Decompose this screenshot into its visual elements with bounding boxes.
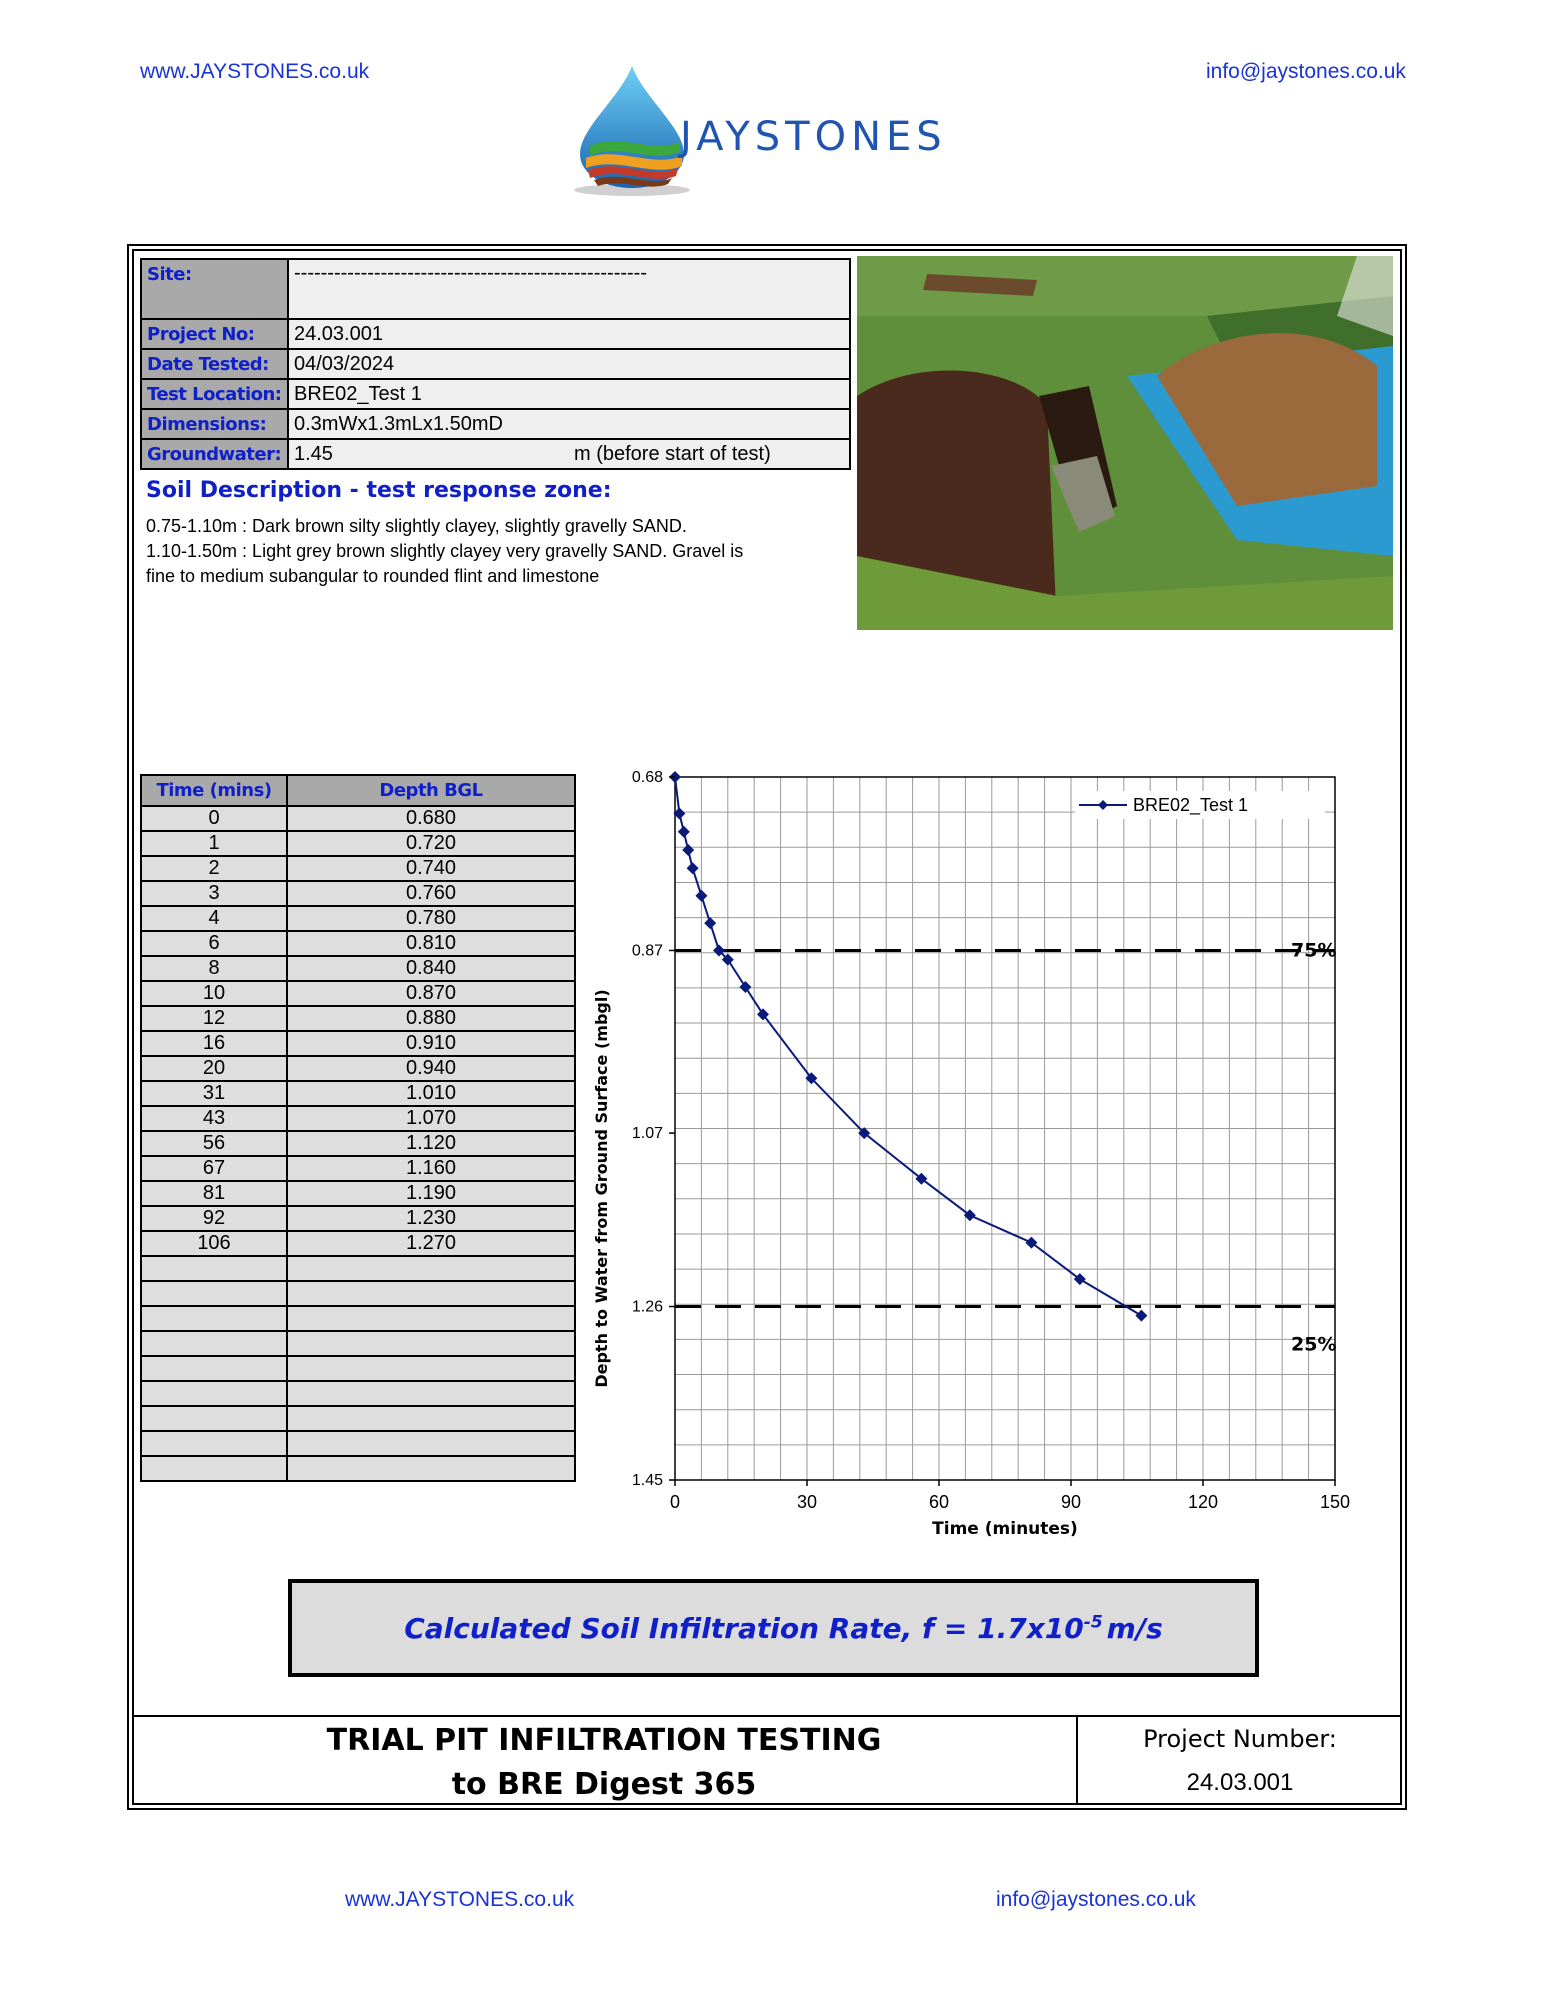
table-row: [141, 1406, 575, 1431]
chart-reference-label: 75%: [1291, 939, 1337, 962]
time-cell: [141, 1431, 287, 1456]
table-row: [141, 1006, 575, 1031]
table-row: [141, 1106, 575, 1131]
trial-pit-photo: [857, 256, 1393, 630]
table-row: [141, 981, 575, 1006]
time-cell: [141, 1456, 287, 1481]
dimensions-label: Dimensions:: [141, 409, 288, 439]
time-cell: 31: [141, 1081, 287, 1106]
chart-data-point: [695, 890, 707, 902]
time-cell: [141, 1356, 287, 1381]
chart-y-tick-label: 0.68: [631, 769, 663, 786]
depth-cell: 1.270: [287, 1231, 575, 1256]
chart-ticks: [632, 769, 1350, 1512]
chart-data-point: [682, 844, 694, 856]
groundwater-label: Groundwater:: [141, 439, 288, 469]
table-row: [141, 1431, 575, 1456]
date-tested-label: Date Tested:: [141, 349, 288, 379]
table-row: [141, 1156, 575, 1181]
site-label: Site:: [141, 259, 288, 319]
chart-legend: [1075, 791, 1325, 819]
depth-cell: 0.880: [287, 1006, 575, 1031]
time-cell: 56: [141, 1131, 287, 1156]
report-title-line-2: to BRE Digest 365: [451, 1767, 757, 1802]
chart-reference-lines: [675, 939, 1336, 1355]
chart-data-point: [1135, 1310, 1147, 1322]
time-cell: 43: [141, 1106, 287, 1131]
depth-cell: 1.160: [287, 1156, 575, 1181]
water-drop-logo-icon: [560, 62, 700, 202]
table-row: [141, 1056, 575, 1081]
depth-cell: 0.740: [287, 856, 575, 881]
chart-y-tick-label: 1.45: [631, 1472, 663, 1489]
project-no-value: 24.03.001: [288, 319, 850, 349]
depth-time-table: [140, 774, 576, 1482]
chart-data-point: [678, 826, 690, 838]
time-cell: 0: [141, 806, 287, 831]
logo-wordmark: JAYSTONES: [680, 114, 947, 160]
rate-exponent: -5: [1083, 1612, 1103, 1633]
depth-cell: 1.010: [287, 1081, 575, 1106]
depth-cell: 1.190: [287, 1181, 575, 1206]
table-row: [141, 1456, 575, 1481]
soil-description-title: Soil Description - test response zone:: [146, 478, 612, 503]
footer-website-link[interactable]: www.JAYSTONES.co.uk: [345, 1888, 575, 1911]
depth-cell: 1.230: [287, 1206, 575, 1231]
time-cell: 1: [141, 831, 287, 856]
soil-line-2: 1.10-1.50m : Light grey brown slightly clayey very gravelly SAND. Gravel is: [146, 541, 744, 561]
time-cell: 8: [141, 956, 287, 981]
time-cell: 4: [141, 906, 287, 931]
project-number-block: [1078, 1715, 1402, 1805]
time-cell: 92: [141, 1206, 287, 1231]
rate-prefix: Calculated Soil Infiltration Rate, f = 1.7x10: [404, 1611, 1084, 1645]
chart-legend-label: BRE02_Test 1: [1133, 795, 1249, 815]
time-cell: 3: [141, 881, 287, 906]
footer-email-link[interactable]: info@jaystones.co.uk: [996, 1888, 1196, 1911]
infiltration-rate-box: [288, 1579, 1259, 1677]
time-cell: [141, 1381, 287, 1406]
depth-cell: [287, 1406, 575, 1431]
table-row: [141, 1081, 575, 1106]
depth-cell: 0.910: [287, 1031, 575, 1056]
report-title-line-1: TRIAL PIT INFILTRATION TESTING: [326, 1723, 882, 1758]
time-column-header: Time (mins): [141, 775, 287, 806]
chart-y-tick-label: 1.07: [631, 1125, 663, 1143]
time-cell: [141, 1256, 287, 1281]
depth-cell: 1.120: [287, 1131, 575, 1156]
depth-cell: [287, 1356, 575, 1381]
depth-cell: 0.840: [287, 956, 575, 981]
table-row: [141, 1281, 575, 1306]
test-info-table: [140, 258, 851, 470]
table-row: [141, 1381, 575, 1406]
time-cell: 106: [141, 1231, 287, 1256]
depth-column-header: Depth BGL: [287, 775, 575, 806]
company-logo: [560, 62, 1000, 202]
chart-x-axis-label: Time (minutes): [932, 1519, 1078, 1539]
table-row: [141, 1306, 575, 1331]
table-row: [141, 1256, 575, 1281]
depth-cell: 0.780: [287, 906, 575, 931]
table-row: [141, 806, 575, 831]
table-row: [141, 1356, 575, 1381]
soil-line-3: fine to medium subangular to rounded flint and limestone: [146, 566, 600, 586]
infiltration-rate-text: [404, 1612, 1163, 1645]
time-cell: [141, 1406, 287, 1431]
chart-series: [669, 771, 1147, 1322]
chart-y-axis-label: Depth to Water from Ground Surface (mbgl): [592, 989, 611, 1388]
infiltration-chart: [585, 765, 1375, 1555]
chart-x-tick-label: 150: [1319, 1492, 1351, 1512]
time-cell: 16: [141, 1031, 287, 1056]
table-row: [141, 1206, 575, 1231]
chart-y-tick-label: 1.26: [631, 1298, 663, 1316]
site-value: -----------------------------------------------------: [288, 259, 850, 319]
chart-x-tick-label: 90: [1060, 1492, 1082, 1512]
table-row: [141, 931, 575, 956]
header-email-link[interactable]: info@jaystones.co.uk: [1206, 60, 1406, 83]
depth-cell: [287, 1456, 575, 1481]
depth-cell: 0.680: [287, 806, 575, 831]
table-row: [141, 1231, 575, 1256]
chart-grid: [675, 777, 1335, 1480]
time-cell: 12: [141, 1006, 287, 1031]
time-cell: [141, 1306, 287, 1331]
header-website-link[interactable]: www.JAYSTONES.co.uk: [140, 60, 370, 83]
chart-data-point: [704, 917, 716, 929]
table-row: [141, 1181, 575, 1206]
report-title-block: [132, 1715, 1078, 1805]
table-row: [141, 956, 575, 981]
groundwater-value: 1.45: [294, 442, 333, 465]
table-row: [141, 831, 575, 856]
depth-cell: 1.070: [287, 1106, 575, 1131]
time-cell: 10: [141, 981, 287, 1006]
trial-pit-photo-illustration: [857, 256, 1393, 630]
project-number-label: Project Number:: [1143, 1725, 1337, 1753]
project-no-label: Project No:: [141, 319, 288, 349]
time-cell: 2: [141, 856, 287, 881]
depth-cell: [287, 1331, 575, 1356]
chart-data-point: [739, 981, 751, 993]
dimensions-value: 0.3mWx1.3mLx1.50mD: [288, 409, 850, 439]
time-cell: 67: [141, 1156, 287, 1181]
chart-y-tick-label: 0.87: [631, 942, 663, 960]
depth-cell: 0.810: [287, 931, 575, 956]
table-row: [141, 1031, 575, 1056]
project-number-value: 24.03.001: [1186, 1769, 1294, 1796]
time-cell: [141, 1281, 287, 1306]
chart-reference-label: 25%: [1291, 1333, 1337, 1356]
depth-cell: 0.720: [287, 831, 575, 856]
table-row: [141, 856, 575, 881]
groundwater-note: m (before start of test): [574, 442, 771, 465]
depth-cell: [287, 1306, 575, 1331]
time-cell: 81: [141, 1181, 287, 1206]
time-cell: 6: [141, 931, 287, 956]
chart-x-tick-label: 120: [1187, 1492, 1219, 1512]
table-row: [141, 1331, 575, 1356]
table-row: [141, 1131, 575, 1156]
chart-x-tick-label: 60: [928, 1492, 950, 1512]
depth-cell: [287, 1431, 575, 1456]
test-location-value: BRE02_Test 1: [288, 379, 850, 409]
soil-line-1: 0.75-1.10m : Dark brown silty slightly clayey, slightly gravelly SAND.: [146, 516, 687, 536]
time-cell: 20: [141, 1056, 287, 1081]
depth-cell: 0.760: [287, 881, 575, 906]
chart-x-tick-label: 30: [796, 1492, 818, 1512]
depth-cell: 0.940: [287, 1056, 575, 1081]
chart-data-point: [687, 862, 699, 874]
time-cell: [141, 1331, 287, 1356]
table-row: [141, 906, 575, 931]
depth-cell: [287, 1281, 575, 1306]
test-location-label: Test Location:: [141, 379, 288, 409]
date-tested-value: 04/03/2024: [288, 349, 850, 379]
groundwater-cell: [288, 439, 850, 469]
depth-cell: [287, 1381, 575, 1406]
depth-cell: 0.870: [287, 981, 575, 1006]
depth-cell: [287, 1256, 575, 1281]
rate-units: m/s: [1106, 1611, 1163, 1645]
table-row: [141, 881, 575, 906]
chart-x-tick-label: 0: [669, 1492, 681, 1512]
